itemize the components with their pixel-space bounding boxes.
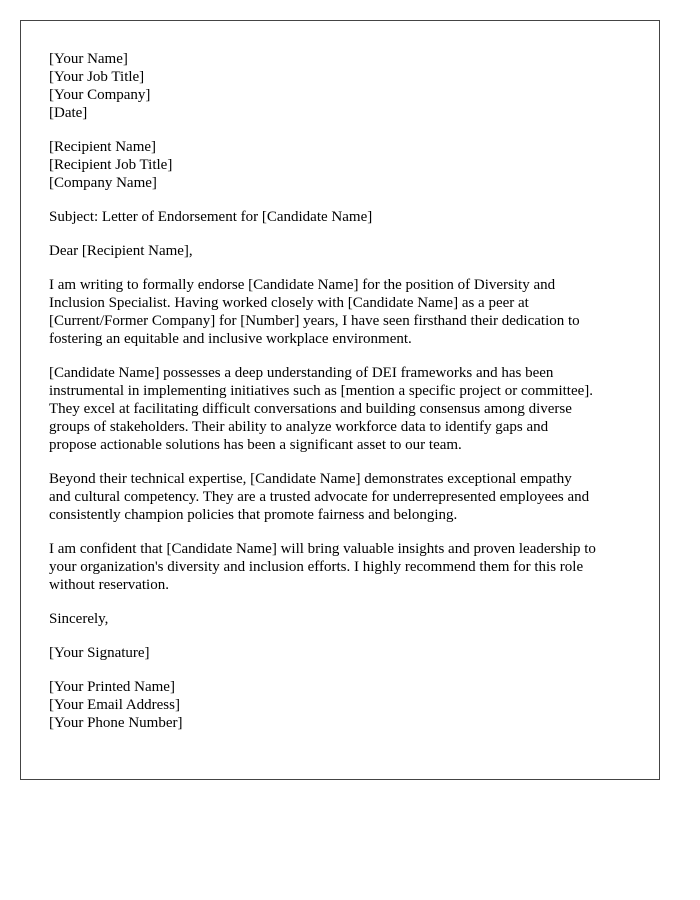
paragraph-line: [Candidate Name] possesses a deep understanding of DEI frameworks and has been: [49, 365, 554, 381]
paragraph-line: They excel at facilitating difficult conversations and building consensus among diverse: [49, 401, 572, 417]
sender-block: [49, 50, 631, 122]
recipient-company: [Company Name]: [49, 175, 157, 191]
body-paragraph-1: [49, 276, 631, 348]
paragraph-line: groups of stakeholders. Their ability to analyze workforce data to identify gaps and: [49, 419, 549, 435]
paragraph-line: consistently champion policies that promote fairness and belonging.: [49, 507, 458, 523]
body-paragraph-4: [49, 540, 631, 594]
recipient-name: [Recipient Name]: [49, 139, 157, 155]
letter-date: [Date]: [49, 105, 88, 121]
paragraph-line: instrumental in implementing initiatives such as [mention a specific project or committee].: [49, 383, 594, 399]
paragraph-line: without reservation.: [49, 577, 169, 593]
paragraph-line: I am writing to formally endorse [Candidate Name] for the position of Diversity and: [49, 277, 556, 293]
paragraph-line: and cultural competency. They are a trusted advocate for underrepresented employees and: [49, 489, 590, 505]
signature: [49, 644, 631, 662]
paragraph-line: Inclusion Specialist. Having worked closely with [Candidate Name] as a peer at: [49, 295, 529, 311]
sender-name: [Your Name]: [49, 51, 128, 67]
closing-text: Sincerely,: [49, 611, 109, 627]
recipient-block: [49, 138, 631, 192]
subject-text: Subject: Letter of Endorsement for [Candidate Name]: [49, 209, 373, 225]
sender-job-title: [Your Job Title]: [49, 69, 145, 85]
recipient-job-title: [Recipient Job Title]: [49, 157, 173, 173]
salutation-text: Dear [Recipient Name],: [49, 243, 193, 259]
salutation: [49, 242, 631, 260]
email-address: [Your Email Address]: [49, 697, 180, 713]
body-paragraph-3: [49, 470, 631, 524]
letter-page: [20, 20, 660, 780]
footer-contact-block: [49, 678, 631, 732]
phone-number: [Your Phone Number]: [49, 715, 183, 731]
paragraph-line: [Current/Former Company] for [Number] years, I have seen firsthand their dedication to: [49, 313, 580, 329]
subject-line: [49, 208, 631, 226]
paragraph-line: I am confident that [Candidate Name] will bring valuable insights and proven leadership to: [49, 541, 596, 557]
paragraph-line: propose actionable solutions has been a significant asset to our team.: [49, 437, 462, 453]
printed-name: [Your Printed Name]: [49, 679, 175, 695]
paragraph-line: Beyond their technical expertise, [Candidate Name] demonstrates exceptional empathy: [49, 471, 572, 487]
closing: [49, 610, 631, 628]
signature-text: [Your Signature]: [49, 645, 150, 661]
paragraph-line: fostering an equitable and inclusive workplace environment.: [49, 331, 412, 347]
paragraph-line: your organization's diversity and inclusion efforts. I highly recommend them for this role: [49, 559, 584, 575]
body-paragraph-2: [49, 364, 631, 454]
sender-company: [Your Company]: [49, 87, 151, 103]
